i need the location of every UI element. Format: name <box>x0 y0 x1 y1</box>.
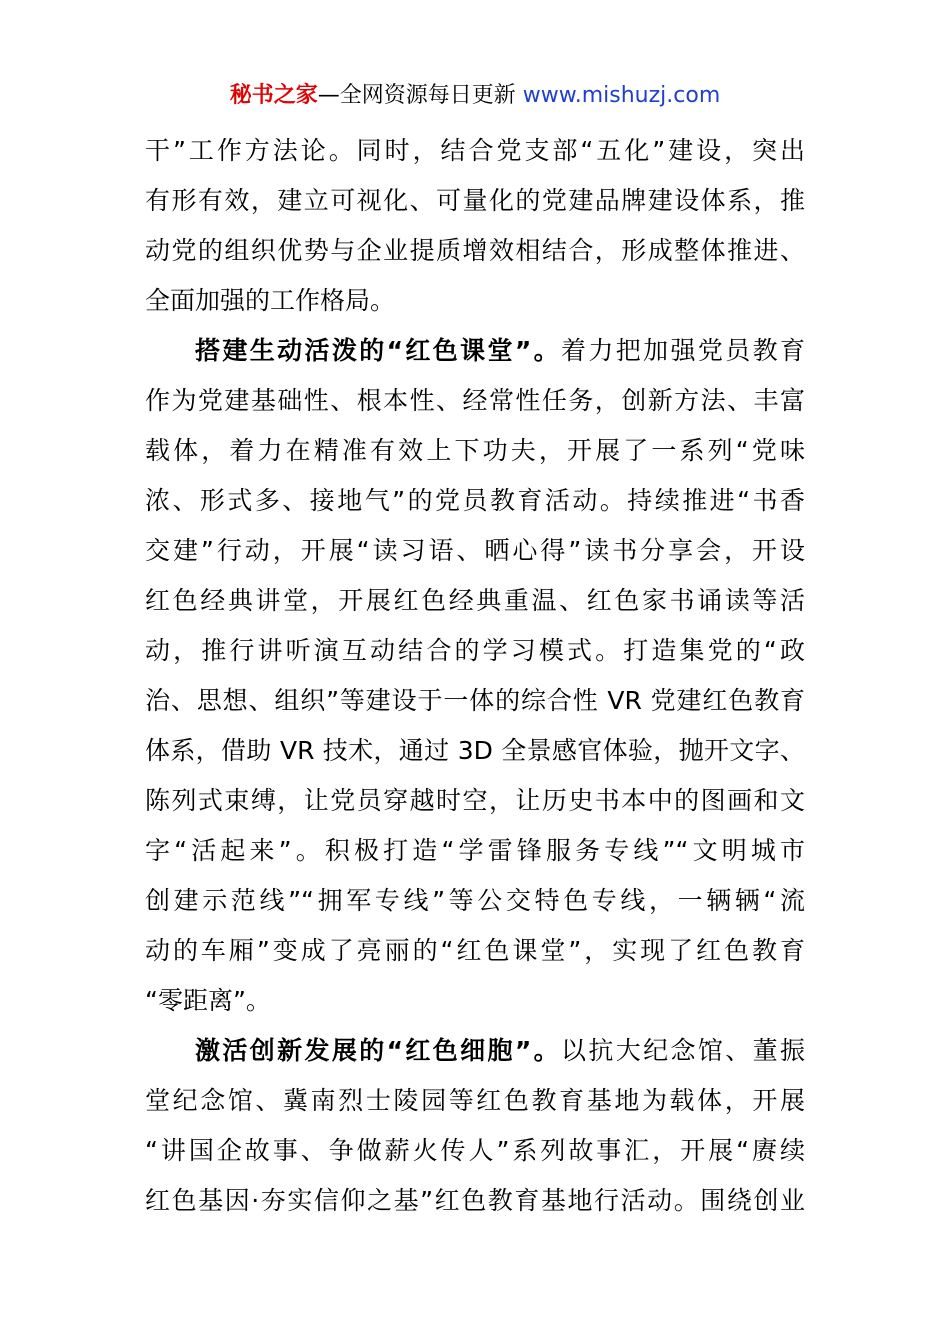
text-line: “零距离”。 <box>145 986 271 1015</box>
text-line: 干”工作方法论。同时，结合党支部“五化”建设，突出 <box>145 136 805 165</box>
text-line: 动，推行讲听演互动结合的学习模式。打造集党的“政 <box>145 636 805 665</box>
text-line: 红色经典讲堂，开展红色经典重温、红色家书诵读等活 <box>145 586 805 615</box>
section-heading: 激活创新发展的“红色细胞”。 <box>195 1036 562 1065</box>
text-line: 动党的组织优势与企业提质增效相结合，形成整体推进、 <box>145 236 805 265</box>
text-line: 动的车厢”变成了亮丽的“红色课堂”，实现了红色教育 <box>145 936 805 965</box>
text-line: 全面加强的工作格局。 <box>145 286 396 315</box>
text-line: 堂纪念馆、冀南烈士陵园等红色教育基地为载体，开展 <box>145 1086 805 1115</box>
text-line: 创建示范线”“拥军专线”等公交特色专线，一辆辆“流 <box>145 886 805 915</box>
text-line: 字“活起来”。积极打造“学雷锋服务专线”“文明城市 <box>145 836 805 865</box>
text-line: 作为党建基础性、根本性、经常性任务，创新方法、丰富 <box>145 386 805 415</box>
text-line: 陈列式束缚，让党员穿越时空，让历史书本中的图画和文 <box>145 786 805 815</box>
document-body <box>145 126 805 1226</box>
text-line: 体系，借助 VR 技术，通过 3D 全景感官体验，抛开文字、 <box>145 736 805 765</box>
text-line: 以抗大纪念馆、董振 <box>561 1036 805 1065</box>
brand-name: 秘书之家 <box>229 83 318 108</box>
site-url[interactable]: www.mishuzj.com <box>515 83 721 108</box>
page-header <box>0 80 950 112</box>
text-line: 着力把加强党员教育 <box>561 336 805 365</box>
header-tagline: —全网资源每日更新 <box>317 83 516 108</box>
section-heading: 搭建生动活泼的“红色课堂”。 <box>195 336 562 365</box>
text-line: 红色基因·夯实信仰之基”红色教育基地行活动。围绕创业 <box>145 1186 805 1215</box>
text-line: “讲国企故事、争做薪火传人”系列故事汇，开展“赓续 <box>145 1136 805 1165</box>
section-heading-line <box>145 326 805 376</box>
section-heading-line <box>145 1026 805 1076</box>
text-line: 交建”行动，开展“读习语、晒心得”读书分享会，开设 <box>145 536 805 565</box>
text-line: 浓、形式多、接地气”的党员教育活动。持续推进“书香 <box>145 486 805 515</box>
text-line: 治、思想、组织”等建设于一体的综合性 VR 党建红色教育 <box>145 686 805 715</box>
text-line: 有形有效，建立可视化、可量化的党建品牌建设体系，推 <box>145 186 805 215</box>
text-line: 载体，着力在精准有效上下功夫，开展了一系列“党味 <box>145 436 805 465</box>
